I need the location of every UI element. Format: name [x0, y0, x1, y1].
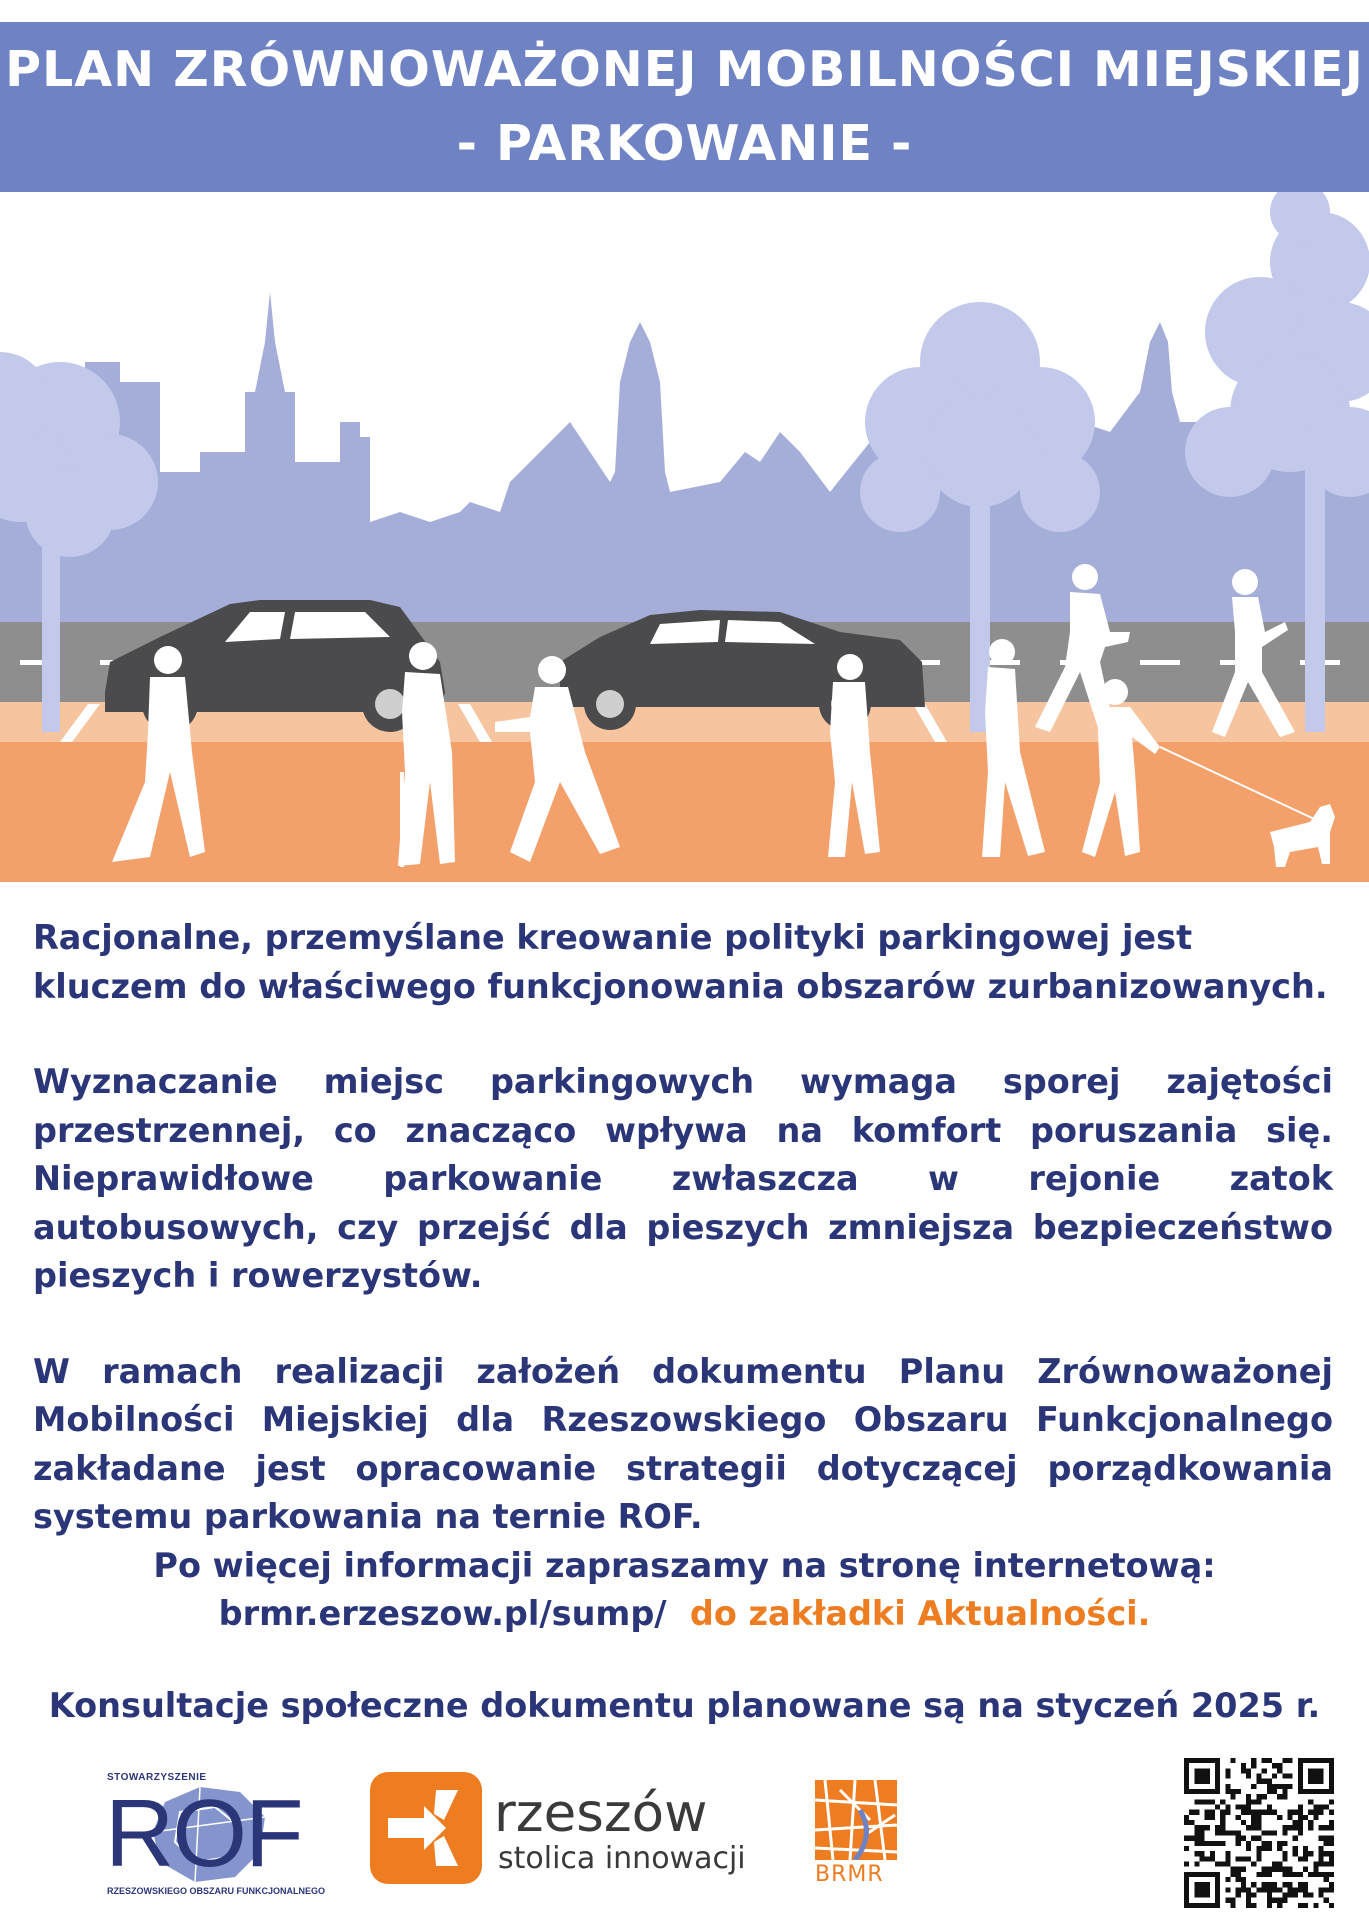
city-map-icon — [815, 1780, 897, 1860]
rof-logo-bottom-text: RZESZOWSKIEGO OBSZARU FUNKCJONALNEGO — [107, 1886, 326, 1896]
consultation-note — [0, 1682, 1369, 1730]
header-title-line1: PLAN ZRÓWNOWAŻONEJ MOBILNOŚCI MIEJSKIEJ — [5, 41, 1364, 98]
header-title-line2: - PARKOWANIE - — [456, 115, 913, 172]
rof-logo-top-text: STOWARZYSZENIE — [107, 1772, 207, 1783]
paragraph-3: W ramach realizacji założeń dokumentu Planu Zrównoważonej Mobilności Miejskiej dla Rzeszowskiego Obszaru Funkcjonalnego zakładane jest opracowanie strategii dotyczącej porządkowania systemu parkowania na ternie ROF. — [33, 1351, 1333, 1536]
rzeszow-logo-subtitle: stolica innowacji — [498, 1841, 746, 1876]
brmr-logo-text: BRMR — [815, 1862, 884, 1887]
body-content — [33, 914, 1333, 1589]
street-illustration — [0, 192, 1369, 882]
info-line: Po więcej informacji zapraszamy na stronę internetową: — [153, 1546, 1216, 1585]
info-block — [0, 1542, 1369, 1638]
header-banner — [0, 22, 1369, 192]
sidewalk — [0, 742, 1369, 882]
qr-code-graphic — [1183, 1758, 1335, 1908]
footer-logos — [0, 1758, 1369, 1908]
orange-arrows-icon — [366, 1768, 486, 1888]
rzeszow-logo-title: rzeszów — [494, 1783, 708, 1844]
website-link-suffix: do zakładki Aktualności. — [689, 1594, 1151, 1633]
rof-logo — [105, 1768, 326, 1898]
qr-code-icon[interactable] — [1183, 1758, 1335, 1908]
website-link[interactable]: brmr.erzeszow.pl/sump/ — [218, 1594, 667, 1633]
brmr-logo — [815, 1780, 905, 1890]
rof-logo-main-text: ROF — [105, 1780, 302, 1887]
rzeszow-logo — [366, 1768, 746, 1893]
info-link-line — [0, 1590, 1369, 1638]
consultation-text: Konsultacje społeczne dokumentu planowane są na styczeń 2025 r. — [48, 1686, 1321, 1725]
paragraph-2: Wyznaczanie miejsc parkingowych wymaga sporej zajętości przestrzennej, co znacząco wpływa na komfort poruszania się. Nieprawidłowe parkowanie zwłaszcza w rejonie zatok autobusowych, czy przejść dla pieszych zmniejsza bezpieczeństwo pieszych i rowerzystów. — [33, 1062, 1333, 1295]
paragraph-1: Racjonalne, przemyślane kreowanie polityki parkingowej jest kluczem do właściwego funkcjonowania obszarów zurbanizowanych. — [33, 918, 1328, 1006]
